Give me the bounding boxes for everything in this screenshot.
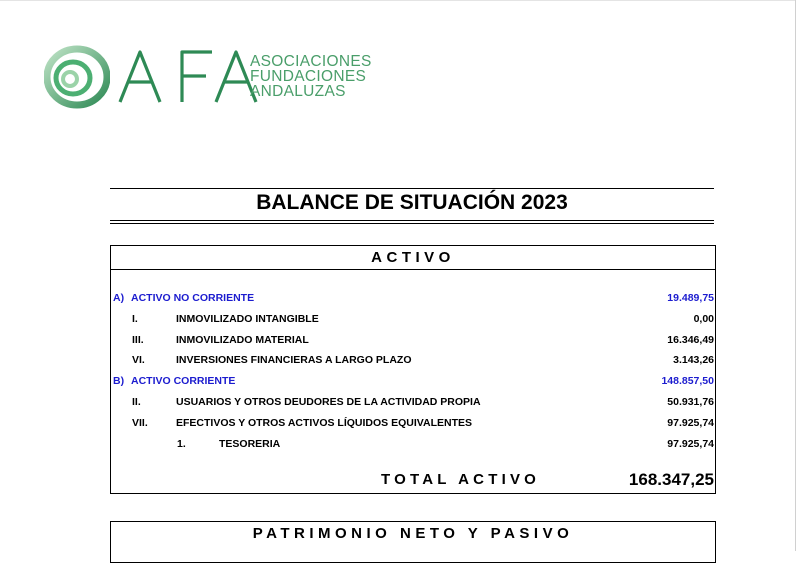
page-top-edge	[0, 0, 796, 1]
table-row	[111, 414, 715, 435]
activo-rows	[111, 289, 715, 455]
row-amount: 50.931,76	[667, 395, 714, 408]
row-code: VI.	[132, 354, 145, 367]
row-amount: 97.925,74	[667, 416, 714, 429]
row-label: ACTIVO NO CORRIENTE	[131, 292, 255, 304]
row-label: INMOVILIZADO INTANGIBLE	[176, 312, 319, 325]
row-label: ACTIVO CORRIENTE	[131, 375, 236, 388]
row-code: III.	[132, 333, 144, 346]
row-label: INVERSIONES FINANCIERAS A LARGO PLAZO	[176, 354, 412, 367]
row-amount: 97.925,74	[667, 437, 714, 450]
total-activo-amount: 168.347,25	[628, 470, 714, 489]
row-code: VII.	[132, 416, 148, 429]
document-title: BALANCE DE SITUACIÓN 2023	[256, 191, 568, 214]
logo-line-2: FUNDACIONES	[250, 68, 367, 85]
activo-section	[110, 245, 716, 494]
row-label: INMOVILIZADO MATERIAL	[176, 333, 309, 346]
title-double-rule	[110, 223, 714, 224]
logo-wordmark	[250, 54, 400, 99]
afa-logo	[44, 44, 384, 110]
activo-header: ACTIVO	[111, 246, 715, 270]
table-row	[111, 393, 715, 414]
table-row	[111, 310, 715, 331]
table-row	[111, 289, 715, 310]
row-amount: 3.143,26	[673, 354, 714, 367]
row-label: EFECTIVOS Y OTROS ACTIVOS LÍQUIDOS EQUIVALENTES	[176, 416, 472, 429]
row-amount: 19.489,75	[667, 292, 714, 304]
table-row	[111, 331, 715, 352]
row-label: USUARIOS Y OTROS DEUDORES DE LA ACTIVIDAD PROPIA	[176, 395, 481, 408]
table-row	[111, 351, 715, 372]
row-amount: 0,00	[693, 312, 714, 325]
row-code: 1.	[177, 437, 186, 450]
row-amount: 148.857,50	[661, 375, 714, 388]
row-code: A)	[113, 292, 125, 304]
total-activo-row	[111, 470, 715, 492]
row-code: I.	[132, 312, 138, 325]
table-row	[111, 435, 715, 456]
logo-swirl-icon	[44, 44, 110, 110]
pasivo-section	[110, 521, 716, 563]
row-amount: 16.346,49	[667, 333, 714, 346]
row-label: TESORERIA	[219, 437, 281, 450]
table-row	[111, 372, 715, 393]
logo-line-3: ANDALUZAS	[250, 83, 346, 100]
title-block	[110, 188, 714, 219]
row-code: B)	[113, 375, 125, 388]
row-code: II.	[132, 395, 141, 408]
total-activo-label: TOTAL ACTIVO	[381, 471, 541, 488]
logo-line-1: ASOCIACIONES	[250, 53, 372, 70]
pasivo-header: PATRIMONIO NETO Y PASIVO	[252, 525, 574, 542]
